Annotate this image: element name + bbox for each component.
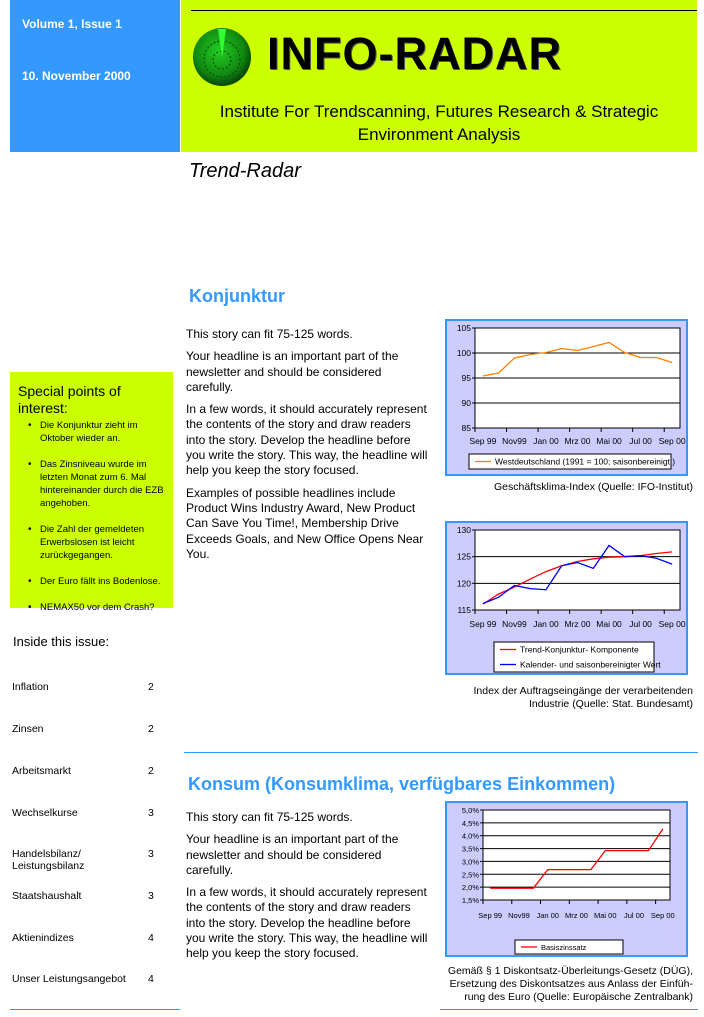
chart-caption: Geschäftsklima-Index (Quelle: IFO-Institut) (494, 481, 693, 493)
toc-page: 3 (148, 890, 154, 902)
section-heading: Konjunktur (189, 286, 285, 306)
x-tick-label: Nov99 (502, 436, 527, 446)
paragraph: In a few words, it should accurately represent the contents of the story and draw readers into the story. Develop the headline before you write the story. This way, the headline will help you keep the story focused. (186, 402, 428, 478)
issue-date: 10. November 2000 (22, 69, 131, 83)
special-points-heading: Special points of interest: (18, 383, 121, 416)
toc-label: Unser Leistungsangebot (12, 973, 126, 985)
subtitle-line: Institute For Trendscanning, Futures Research & Strategic (219, 102, 659, 121)
toc-item[interactable] (12, 890, 157, 902)
masthead-rule (191, 10, 697, 11)
x-tick-label: Jul 00 (624, 911, 645, 920)
x-tick-label: Sep 00 (658, 436, 686, 446)
list-item: • Die Konjunktur zieht im Oktober wieder an. (40, 419, 165, 445)
paragraph: In a few words, it should accurately represent the contents of the story and draw readers into the story. Develop the headline before you write the story. This way, the headline will help you keep the story focused. (186, 885, 428, 961)
caption-line: rung des Euro (Quelle: Europäische Zentralbank) (464, 991, 693, 1003)
newsletter-subtitle (181, 100, 697, 146)
y-tick-label: 2,0% (461, 883, 479, 893)
toc-page: 2 (148, 681, 154, 693)
y-tick-label: 5,0% (461, 806, 479, 815)
y-tick-label: 120 (456, 578, 471, 589)
toc-page: 3 (148, 848, 154, 860)
y-tick-label: 3,5% (461, 844, 479, 854)
toc-item[interactable] (12, 848, 154, 872)
section-divider (184, 752, 698, 753)
x-tick-label: Mrz 00 (564, 619, 591, 629)
caption-line: Ersetzung des Diskontsatzes aus Anlass der Einfüh- (449, 978, 693, 990)
x-tick-label: Jan 00 (533, 619, 559, 629)
y-tick-label: 105 (456, 323, 471, 333)
caption-line: Industrie (Quelle: Stat. Bundesamt) (529, 698, 693, 710)
x-tick-label: Sep 99 (469, 619, 497, 629)
masthead (181, 0, 697, 152)
volume-label: Volume 1, Issue 1 (22, 17, 122, 31)
x-tick-label: Jul 00 (629, 436, 652, 446)
paragraph: This story can fit 75-125 words. (186, 810, 353, 824)
x-tick-label: Jan 00 (536, 911, 559, 920)
special-points-box (10, 372, 173, 613)
x-tick-label: Sep 00 (658, 619, 686, 629)
list-item: • Der Euro fällt ins Bodenlose. (40, 575, 165, 588)
toc-page: 4 (148, 932, 154, 944)
toc-item[interactable] (12, 807, 157, 819)
x-tick-label: Sep 99 (469, 436, 497, 446)
list-item: • NEMAX50 vor dem Crash? (40, 601, 165, 614)
y-tick-label: 115 (457, 605, 471, 615)
special-points-list (10, 419, 165, 627)
chart-svg (447, 803, 686, 955)
toc-label: Arbeitsmarkt (12, 765, 71, 777)
x-tick-label: Mrz 00 (564, 436, 591, 446)
issue-banner (10, 0, 180, 152)
toc-page: 2 (148, 765, 154, 777)
toc-divider (10, 1009, 180, 1010)
paragraph: Your headline is an important part of the newsletter and should be considered carefully. (186, 349, 399, 394)
section-body (186, 810, 431, 969)
y-tick-label: 125 (456, 551, 471, 562)
x-tick-label: Sep 99 (478, 911, 503, 920)
toc-label: Zinsen (12, 723, 44, 735)
section-heading: Konsum (Konsumklima, verfügbares Einkommen) (188, 774, 616, 794)
section-body (186, 327, 431, 569)
chart-basiszinssatz (445, 801, 688, 957)
x-tick-label: Mai 00 (596, 619, 622, 629)
toc-page: 4 (148, 973, 154, 985)
chart-svg (447, 321, 686, 474)
toc-item[interactable] (12, 765, 157, 777)
chart-geschaeftsklima (445, 319, 688, 476)
x-tick-label: Nov99 (508, 911, 530, 920)
y-tick-label: 3,0% (461, 857, 479, 867)
y-tick-label: 100 (456, 348, 471, 358)
toc-item[interactable] (12, 723, 157, 735)
paragraph: Your headline is an important part of the newsletter and should be considered carefully. (186, 832, 399, 877)
plot-area (475, 530, 680, 610)
y-tick-label: 4,0% (461, 831, 479, 841)
toc-item[interactable] (12, 932, 157, 944)
toc-label: Wechselkurse (12, 807, 78, 819)
footer-divider (440, 1009, 698, 1010)
x-tick-label: Sep 00 (650, 911, 675, 920)
chart-auftragseingaenge (445, 521, 688, 675)
y-tick-label: 90 (461, 398, 471, 408)
legend-label: Basiszinssatz (541, 943, 587, 952)
paragraph: Examples of possible headlines include Product Wins Industry Award, New Product Can Save You Time!, Membership Drive Exceeds Goals, and New Office Opens Near You. (186, 485, 424, 561)
newsletter-title: INFO-RADAR (267, 28, 562, 79)
list-item: • Die Zahl der gemeldeten Erwerbslosen ist leicht zurückgegangen. (40, 523, 165, 562)
y-tick-label: 1,5% (461, 896, 479, 905)
toc-label: Aktienindizes (12, 932, 74, 944)
legend-label: Westdeutschland (1991 = 100; saisonbereinigt ) (495, 456, 676, 467)
chart-svg (447, 523, 686, 673)
x-tick-label: Jan 00 (533, 436, 559, 446)
trend-radar-title: Trend-Radar (189, 160, 301, 182)
y-tick-label: 4,5% (461, 818, 479, 828)
x-tick-label: Mrz 00 (565, 911, 588, 920)
toc-page: 3 (148, 807, 154, 819)
legend-label: Trend-Konjunktur- Komponente (520, 644, 639, 655)
y-tick-label: 130 (456, 525, 471, 535)
chart-caption (440, 685, 693, 711)
toc-item[interactable] (12, 681, 157, 693)
y-tick-label: 95 (461, 373, 471, 383)
radar-icon (192, 27, 253, 88)
toc-heading: Inside this issue: (13, 634, 110, 649)
plot-area (483, 810, 670, 900)
x-tick-label: Nov99 (502, 619, 527, 629)
x-tick-label: Jul 00 (629, 619, 652, 629)
toc-label: Inflation (12, 681, 49, 693)
y-tick-label: 85 (461, 423, 471, 433)
x-tick-label: Mai 00 (596, 436, 622, 446)
toc-item[interactable] (12, 973, 157, 985)
y-tick-label: 2,5% (461, 870, 479, 880)
chart-caption (440, 965, 693, 1004)
list-item: • Das Zinsniveau wurde im letzten Monat zum 6. Mal hintereinander durch die EZB angehoben. (40, 458, 165, 510)
toc-label: Staatshaushalt (12, 890, 82, 902)
toc-page: 2 (148, 723, 154, 735)
caption-line: Gemäß § 1 Diskontsatz-Überleitungs-Gesetz (DÜG), (447, 965, 693, 977)
x-tick-label: Mai 00 (594, 911, 617, 920)
subtitle-line: Environment Analysis (357, 125, 521, 144)
legend-label: Kalender- und saisonbereinigter Wert (520, 659, 661, 670)
caption-line: Index der Auftragseingänge der verarbeitenden (473, 685, 693, 697)
paragraph: This story can fit 75-125 words. (186, 327, 353, 341)
toc-label: Handelsbilanz/ Leistungsbilanz (12, 848, 85, 872)
